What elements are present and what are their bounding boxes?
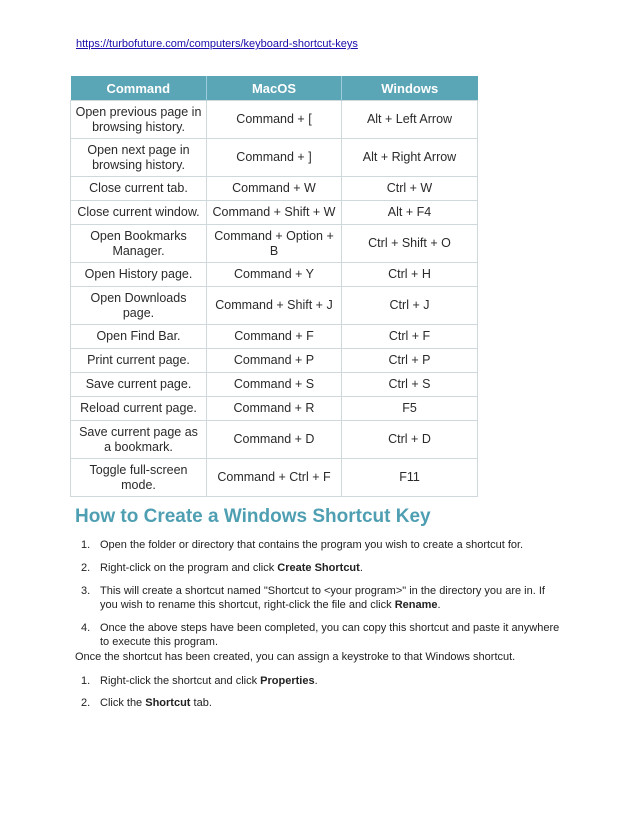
step-text-end: . bbox=[359, 562, 363, 574]
cell-mac: Command + S bbox=[207, 373, 342, 397]
step-text-end: . bbox=[437, 599, 441, 611]
cell-command: Open History page. bbox=[71, 263, 207, 287]
cell-command: Open Downloads page. bbox=[71, 287, 207, 325]
step-number: 2. bbox=[81, 697, 91, 709]
cell-command: Toggle full-screen mode. bbox=[71, 459, 207, 497]
cell-win: Ctrl + P bbox=[342, 349, 478, 373]
cell-mac: Command + Shift + J bbox=[207, 287, 342, 325]
cell-command: Save current page as a bookmark. bbox=[71, 421, 207, 459]
cell-win: Ctrl + J bbox=[342, 287, 478, 325]
table-row bbox=[71, 325, 478, 349]
cell-mac: Command + [ bbox=[207, 101, 342, 139]
table-row bbox=[71, 397, 478, 421]
cell-mac: Command + P bbox=[207, 349, 342, 373]
list-item bbox=[75, 561, 565, 575]
cell-mac: Command + Ctrl + F bbox=[207, 459, 342, 497]
cell-mac: Command + ] bbox=[207, 139, 342, 177]
section-title: How to Create a Windows Shortcut Key bbox=[75, 506, 431, 527]
table-row bbox=[71, 225, 478, 263]
table-row bbox=[71, 421, 478, 459]
cell-win: Alt + F4 bbox=[342, 201, 478, 225]
step-text-end: tab. bbox=[190, 697, 212, 709]
table-row bbox=[71, 139, 478, 177]
table-row bbox=[71, 373, 478, 397]
list-item bbox=[75, 696, 565, 710]
cell-win: Ctrl + D bbox=[342, 421, 478, 459]
step-number: 2. bbox=[81, 562, 91, 574]
step-text: Once the above steps have been completed, you can copy this shortcut and paste it anywhere to execute this program. bbox=[100, 622, 560, 648]
cell-command: Print current page. bbox=[71, 349, 207, 373]
cell-mac: Command + Y bbox=[207, 263, 342, 287]
cell-command: Reload current page. bbox=[71, 397, 207, 421]
step-text: Right-click on the program and click bbox=[100, 562, 278, 574]
cell-mac: Command + D bbox=[207, 421, 342, 459]
step-text: Right-click the shortcut and click bbox=[100, 675, 261, 687]
cell-win: Alt + Left Arrow bbox=[342, 101, 478, 139]
step-number: 3. bbox=[81, 585, 91, 597]
step-bold: Create Shortcut bbox=[277, 562, 360, 574]
cell-win: Ctrl + S bbox=[342, 373, 478, 397]
cell-command: Close current window. bbox=[71, 201, 207, 225]
source-link[interactable]: https://turbofuture.com/computers/keyboard-shortcut-keys bbox=[76, 38, 358, 50]
cell-win: Ctrl + Shift + O bbox=[342, 225, 478, 263]
step-bold: Shortcut bbox=[145, 697, 191, 709]
list-item bbox=[75, 621, 565, 649]
assign-keystroke-note: Once the shortcut has been created, you can assign a keystroke to that Windows shortcut. bbox=[75, 651, 516, 663]
shortcut-table bbox=[70, 76, 478, 497]
step-bold: Properties bbox=[260, 675, 315, 687]
cell-command: Open Find Bar. bbox=[71, 325, 207, 349]
cell-command: Close current tab. bbox=[71, 177, 207, 201]
cell-mac: Command + F bbox=[207, 325, 342, 349]
cell-win: Ctrl + W bbox=[342, 177, 478, 201]
cell-mac: Command + R bbox=[207, 397, 342, 421]
table-row bbox=[71, 177, 478, 201]
step-bold: Rename bbox=[394, 599, 438, 611]
cell-win: F11 bbox=[342, 459, 478, 497]
cell-win: Ctrl + F bbox=[342, 325, 478, 349]
cell-win: Alt + Right Arrow bbox=[342, 139, 478, 177]
step-text: Open the folder or directory that contains the program you wish to create a shortcut for. bbox=[100, 539, 524, 551]
table-row bbox=[71, 263, 478, 287]
table-row bbox=[71, 459, 478, 497]
table-row bbox=[71, 101, 478, 139]
step-text-end: . bbox=[314, 675, 318, 687]
cell-mac: Command + Option + B bbox=[207, 225, 342, 263]
header-windows: Windows bbox=[342, 76, 478, 101]
cell-mac: Command + W bbox=[207, 177, 342, 201]
table-header-row bbox=[71, 76, 478, 101]
cell-command: Save current page. bbox=[71, 373, 207, 397]
header-macos: MacOS bbox=[207, 76, 342, 101]
cell-command: Open previous page in browsing history. bbox=[71, 101, 207, 139]
assign-keystroke-steps bbox=[75, 674, 565, 718]
step-text: This will create a shortcut named "Shortcut to <your program>" in the directory you are in. If you wish to rename this shortcut, right-click the file and click bbox=[100, 585, 545, 611]
header-command: Command bbox=[71, 76, 207, 101]
cell-command: Open next page in browsing history. bbox=[71, 139, 207, 177]
list-item bbox=[75, 538, 565, 552]
list-item bbox=[75, 674, 565, 688]
table-row bbox=[71, 287, 478, 325]
cell-command: Open Bookmarks Manager. bbox=[71, 225, 207, 263]
step-text: Click the bbox=[100, 697, 146, 709]
cell-win: Ctrl + H bbox=[342, 263, 478, 287]
step-number: 1. bbox=[81, 539, 91, 551]
step-number: 1. bbox=[81, 675, 91, 687]
list-item bbox=[75, 584, 565, 612]
step-number: 4. bbox=[81, 622, 91, 634]
table-row bbox=[71, 201, 478, 225]
cell-mac: Command + Shift + W bbox=[207, 201, 342, 225]
cell-win: F5 bbox=[342, 397, 478, 421]
table-row bbox=[71, 349, 478, 373]
create-shortcut-steps bbox=[75, 538, 565, 658]
